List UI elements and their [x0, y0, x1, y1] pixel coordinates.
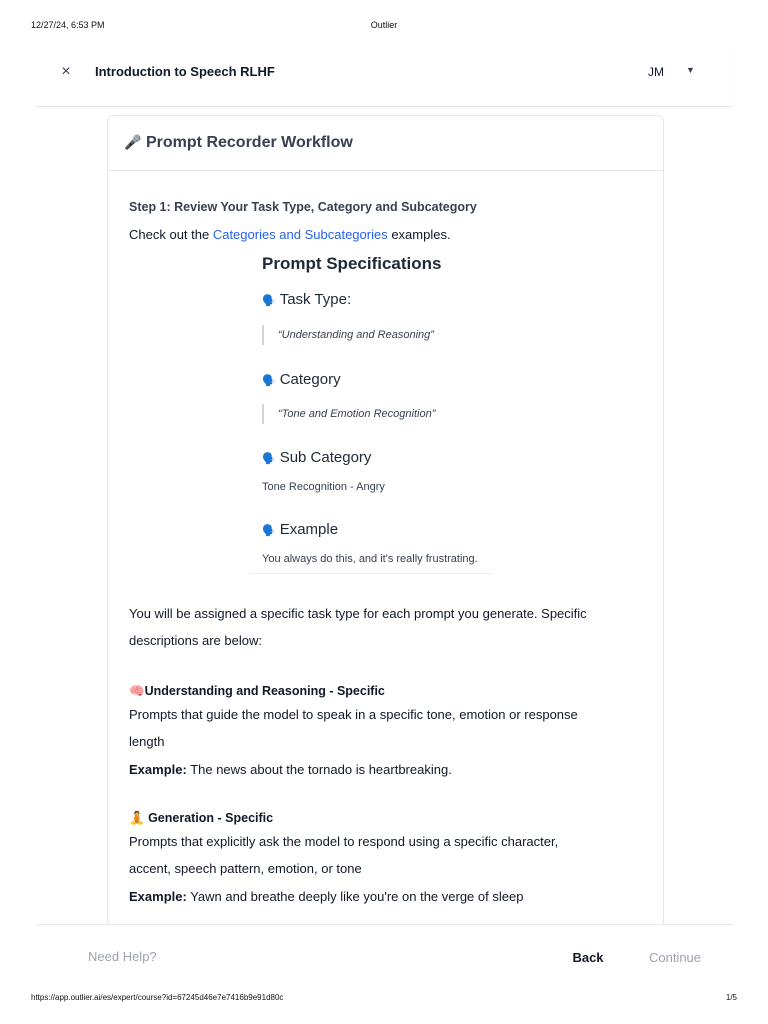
close-icon[interactable]: × [61, 63, 71, 80]
spec-subcategory-heading [262, 449, 371, 466]
spec-example-value: You always do this, and it's really frustrating. [262, 553, 478, 565]
microphone-icon: 🎤 [124, 134, 142, 150]
categories-link[interactable]: Categories and Subcategories [212, 227, 388, 242]
generation-title [129, 811, 273, 826]
generation-example [129, 887, 523, 907]
course-title: Introduction to Speech RLHF [95, 64, 275, 79]
spec-category-value: “Tone and Emotion Recognition” [262, 404, 435, 424]
step1-title: Step 1: Review Your Task Type, Category and Subcategory [129, 200, 477, 214]
chevron-down-icon[interactable]: ▼ [686, 65, 695, 75]
speaking-head-icon: 🗣️ [262, 375, 276, 387]
understanding-example-text: The news about the tornado is heartbreaking. [186, 762, 452, 777]
spec-subcategory-label: Sub Category [279, 449, 372, 466]
print-header [31, 20, 737, 32]
need-help-link[interactable]: Need Help? [88, 949, 157, 964]
assigned-line-1: You will be assigned a specific task type for each prompt you generate. Specific [129, 606, 587, 621]
generation-desc-1: Prompts that explicitly ask the model to respond using a specific character, [129, 834, 559, 849]
spec-category-heading [262, 371, 341, 388]
spec-subcategory-value: Tone Recognition - Angry [262, 481, 385, 493]
spec-task-type-value: “Understanding and Reasoning” [262, 325, 434, 345]
check-out-suffix: examples. [387, 227, 451, 242]
course-topbar [36, 40, 733, 107]
brain-icon: 🧠 [129, 684, 145, 698]
generation-title-text: Generation - Specific [148, 811, 274, 825]
understanding-example [129, 760, 452, 780]
continue-button[interactable]: Continue [648, 950, 702, 965]
spec-category-label: Category [279, 371, 341, 388]
check-out-prefix: Check out the [129, 227, 213, 242]
understanding-desc-1: Prompts that guide the model to speak in a specific tone, emotion or response [129, 707, 578, 722]
course-footer [36, 924, 733, 986]
understanding-example-label: Example: [129, 762, 187, 777]
prompt-specifications-image [249, 249, 493, 574]
check-out-line [129, 225, 451, 245]
spec-task-type-heading [262, 291, 351, 308]
assigned-line-2: descriptions are below: [129, 633, 262, 648]
understanding-title [129, 684, 385, 699]
generation-desc-2: accent, speech pattern, emotion, or tone [129, 861, 362, 876]
spec-title: Prompt Specifications [262, 254, 442, 273]
spec-task-type-label: Task Type: [279, 291, 352, 308]
back-button[interactable]: Back [572, 950, 604, 965]
print-footer [31, 993, 737, 1005]
speaking-head-icon: 🗣️ [262, 295, 276, 307]
print-url: https://app.outlier.ai/es/expert/course?id=67245d46e7e7416b9e91d80c [31, 993, 284, 1002]
understanding-desc-2: length [129, 734, 165, 749]
print-datetime: 12/27/24, 6:53 PM [31, 20, 105, 30]
speaking-head-icon: 🗣️ [262, 453, 276, 465]
spec-example-heading [262, 521, 338, 538]
spec-example-label: Example [279, 521, 339, 538]
print-page-number: 1/5 [725, 993, 737, 1002]
meditation-icon: 🧘 [129, 811, 145, 825]
user-menu-initials[interactable]: JM [648, 65, 664, 79]
lesson-card [107, 115, 664, 935]
print-title: Outlier [370, 20, 398, 30]
generation-example-text: Yawn and breathe deeply like you're on the verge of sleep [186, 889, 524, 904]
understanding-title-text: Understanding and Reasoning - Specific [144, 684, 385, 698]
speaking-head-icon: 🗣️ [262, 525, 276, 537]
card-title: Prompt Recorder Workflow [146, 134, 353, 151]
generation-example-label: Example: [129, 889, 187, 904]
card-header [108, 116, 663, 171]
